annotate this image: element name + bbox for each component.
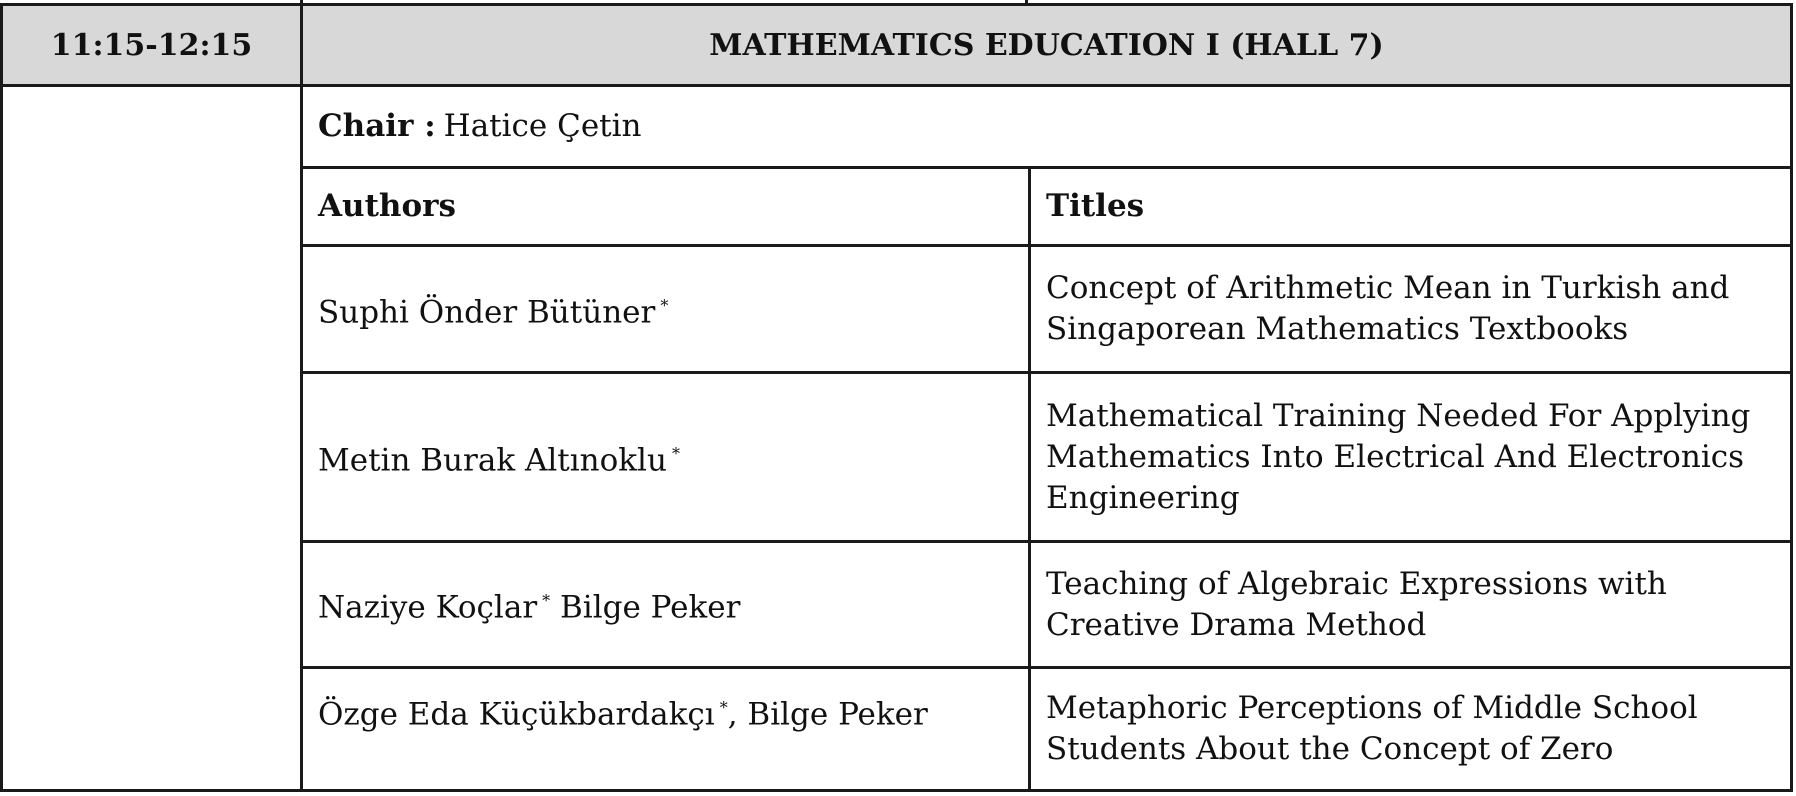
titles-header-text: Titles — [1046, 188, 1145, 224]
table-row-title — [1031, 543, 1790, 666]
table-row-title — [1031, 247, 1790, 371]
author-name: Suphi Önder Bütüner — [318, 294, 656, 331]
author-name: Naziye Koçlar — [318, 589, 538, 626]
paper-title: Mathematical Training Needed For Applying Mathematics Into Electrical And Electronics Engineering — [1046, 397, 1751, 516]
session-time — [3, 6, 300, 84]
authors-header-text: Authors — [318, 188, 456, 224]
titles-header — [1031, 169, 1790, 244]
coauthor-name: Bilge Peker — [550, 589, 741, 626]
chair-name: Hatice Çetin — [443, 108, 642, 144]
table-row-title — [1031, 374, 1790, 540]
session-title-text: MATHEMATICS EDUCATION I (HALL 7) — [709, 27, 1384, 63]
coauthor-name: , Bilge Peker — [727, 696, 928, 733]
table-row-author — [303, 374, 1028, 540]
session-title — [303, 6, 1790, 84]
paper-title: Teaching of Algebraic Expressions with Creative Drama Method — [1046, 565, 1667, 643]
chair-label: Chair : — [318, 108, 436, 144]
presenter-asterisk: * — [660, 295, 669, 315]
author-name: Özge Eda Küçükbardakçı — [318, 696, 715, 733]
presenter-asterisk: * — [719, 698, 728, 717]
table-row-title — [1031, 669, 1790, 789]
presenter-asterisk: * — [671, 443, 680, 463]
table-row-author — [303, 247, 1028, 371]
author-name: Metin Burak Altınoklu — [318, 442, 667, 479]
chair-cell — [303, 87, 1790, 166]
authors-header — [303, 169, 1028, 244]
table-row-author — [303, 669, 1028, 789]
session-table — [0, 3, 1793, 792]
paper-title: Metaphoric Perceptions of Middle School Students About the Concept of Zero — [1046, 690, 1698, 767]
table-row-author — [303, 543, 1028, 666]
session-time-text: 11:15-12:15 — [50, 27, 253, 63]
paper-title: Concept of Arithmetic Mean in Turkish and Singaporean Mathematics Textbooks — [1046, 270, 1730, 347]
presenter-asterisk: * — [542, 591, 551, 611]
